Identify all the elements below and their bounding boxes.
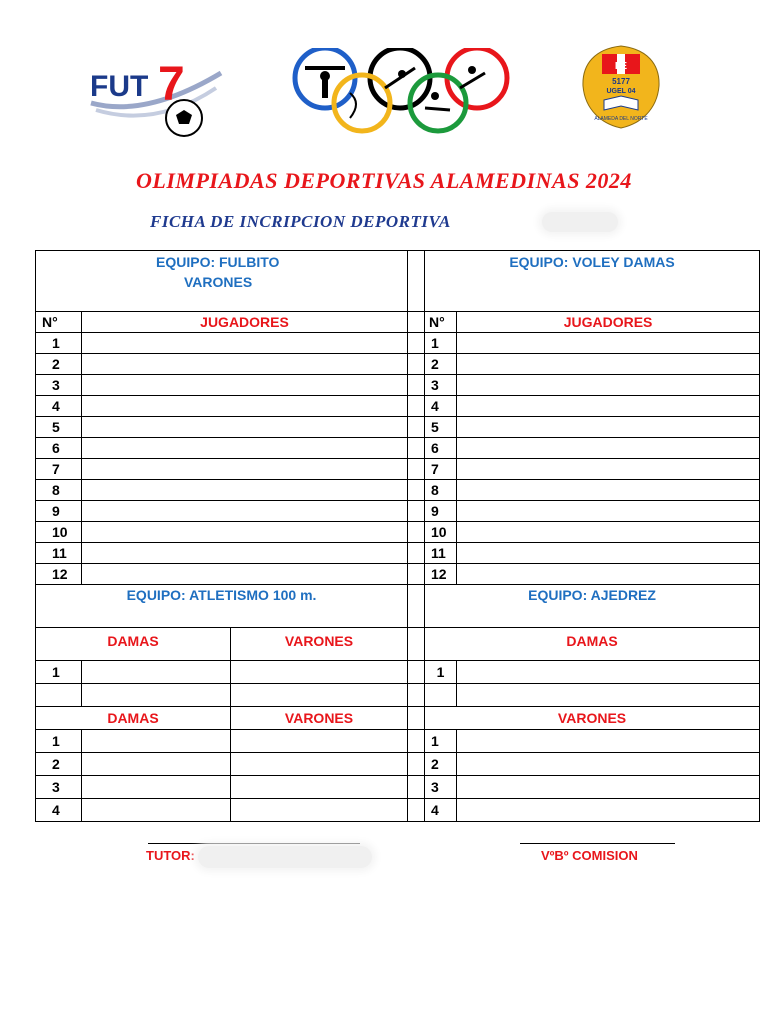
spacer-cell bbox=[408, 396, 425, 417]
fulbito-row-number: 1 bbox=[36, 333, 82, 354]
atletismo-varones-entry[interactable] bbox=[231, 799, 408, 822]
redacted-mark bbox=[542, 212, 618, 232]
document-title: OLIMPIADAS DEPORTIVAS ALAMEDINAS 2024 bbox=[136, 168, 632, 193]
spacer-cell bbox=[408, 776, 425, 799]
fulbito-team-sub: VARONES bbox=[184, 274, 253, 290]
voley-num-header: N° bbox=[425, 312, 457, 333]
document-subtitle: FICHA DE INCRIPCION DEPORTIVA bbox=[150, 212, 451, 231]
voley-row-number: 12 bbox=[425, 564, 457, 585]
voley-team-cell bbox=[425, 251, 760, 312]
fulbito-row-number: 2 bbox=[36, 354, 82, 375]
crest-code: 5177 bbox=[612, 77, 630, 86]
spacer-cell bbox=[408, 251, 425, 312]
fulbito-player-entry[interactable] bbox=[82, 438, 408, 459]
fulbito-player-entry[interactable] bbox=[82, 375, 408, 396]
fulbito-player-entry[interactable] bbox=[82, 417, 408, 438]
spacer-cell bbox=[408, 707, 425, 730]
voley-player-entry[interactable] bbox=[457, 543, 760, 564]
final-row bbox=[36, 730, 760, 753]
tutor-signature-line bbox=[148, 843, 360, 844]
ajedrez-varones-entry[interactable] bbox=[457, 730, 760, 753]
fulbito-player-entry[interactable] bbox=[82, 480, 408, 501]
registration-table bbox=[35, 250, 760, 822]
spacer-cell bbox=[408, 438, 425, 459]
spacer-cell bbox=[408, 799, 425, 822]
ajedrez-team-label: EQUIPO: AJEDREZ bbox=[425, 585, 760, 628]
fulbito-player-entry[interactable] bbox=[82, 459, 408, 480]
ajedrez-first-num: 1 bbox=[425, 661, 457, 684]
atletismo-row-number: 1 bbox=[36, 730, 82, 753]
atletismo-varones-header: VARONES bbox=[231, 628, 408, 661]
fulbito-player-entry[interactable] bbox=[82, 501, 408, 522]
commission-signature-line bbox=[520, 843, 675, 844]
player-row bbox=[36, 543, 760, 564]
voley-player-entry[interactable] bbox=[457, 522, 760, 543]
atletismo-damas-header-2: DAMAS bbox=[36, 707, 231, 730]
spacer-cell bbox=[408, 753, 425, 776]
ajedrez-varones-entry[interactable] bbox=[457, 776, 760, 799]
fut-text: FUT bbox=[90, 70, 149, 103]
fulbito-row-number: 10 bbox=[36, 522, 82, 543]
entry-cell[interactable] bbox=[82, 661, 231, 684]
voley-row-number: 10 bbox=[425, 522, 457, 543]
spacer-cell bbox=[408, 628, 425, 661]
spacer-cell bbox=[408, 354, 425, 375]
spacer-cell bbox=[408, 543, 425, 564]
atletismo-damas-entry[interactable] bbox=[82, 753, 231, 776]
fulbito-player-entry[interactable] bbox=[82, 564, 408, 585]
player-row bbox=[36, 438, 760, 459]
entry-cell[interactable] bbox=[231, 661, 408, 684]
voley-player-entry[interactable] bbox=[457, 333, 760, 354]
voley-row-number: 11 bbox=[425, 543, 457, 564]
player-row bbox=[36, 333, 760, 354]
final-row bbox=[36, 776, 760, 799]
commission-label: VºBº COMISION bbox=[541, 848, 638, 863]
voley-player-entry[interactable] bbox=[457, 480, 760, 501]
voley-player-entry[interactable] bbox=[457, 459, 760, 480]
voley-player-entry[interactable] bbox=[457, 354, 760, 375]
player-row bbox=[36, 480, 760, 501]
fulbito-num-header: N° bbox=[36, 312, 82, 333]
atletismo-varones-entry[interactable] bbox=[231, 776, 408, 799]
crest-letters: I E bbox=[614, 61, 628, 72]
voley-player-entry[interactable] bbox=[457, 501, 760, 522]
fulbito-row-number: 11 bbox=[36, 543, 82, 564]
fulbito-player-entry[interactable] bbox=[82, 522, 408, 543]
spacer-cell bbox=[408, 417, 425, 438]
fulbito-row-number: 12 bbox=[36, 564, 82, 585]
fut7-logo bbox=[86, 48, 226, 140]
fulbito-players-header: JUGADORES bbox=[82, 312, 408, 333]
tutor-label: TUTOR: bbox=[146, 848, 195, 863]
spacer-cell bbox=[408, 564, 425, 585]
final-row bbox=[36, 753, 760, 776]
fulbito-row-number: 5 bbox=[36, 417, 82, 438]
ajedrez-row-number: 1 bbox=[425, 730, 457, 753]
ajedrez-varones-entry[interactable] bbox=[457, 799, 760, 822]
redacted-name bbox=[198, 846, 372, 868]
atletismo-team-label: EQUIPO: ATLETISMO 100 m. bbox=[36, 585, 408, 628]
fulbito-row-number: 9 bbox=[36, 501, 82, 522]
player-row bbox=[36, 354, 760, 375]
voley-row-number: 9 bbox=[425, 501, 457, 522]
atletismo-varones-entry[interactable] bbox=[231, 730, 408, 753]
player-row bbox=[36, 564, 760, 585]
crest-ugel: UGEL 04 bbox=[606, 88, 636, 95]
crest-motto: ALAMEDA DEL NORTE bbox=[594, 116, 648, 122]
fulbito-player-entry[interactable] bbox=[82, 543, 408, 564]
voley-row-number: 4 bbox=[425, 396, 457, 417]
atletismo-row-number: 4 bbox=[36, 799, 82, 822]
player-row bbox=[36, 417, 760, 438]
voley-row-number: 2 bbox=[425, 354, 457, 375]
spacer-cell bbox=[408, 684, 425, 707]
fulbito-row-number: 6 bbox=[36, 438, 82, 459]
player-row bbox=[36, 459, 760, 480]
entry-cell[interactable] bbox=[231, 684, 408, 707]
voley-team-label: EQUIPO: VOLEY DAMAS bbox=[509, 254, 675, 270]
atletismo-varones-header-2: VARONES bbox=[231, 707, 408, 730]
spacer-cell bbox=[408, 312, 425, 333]
spacer-cell bbox=[408, 459, 425, 480]
olympic-rings-logo bbox=[290, 48, 515, 134]
voley-player-entry[interactable] bbox=[457, 564, 760, 585]
ajedrez-varones-entry[interactable] bbox=[457, 753, 760, 776]
fulbito-team-label: EQUIPO: FULBITO bbox=[156, 254, 280, 270]
spacer-cell bbox=[408, 522, 425, 543]
voley-row-number: 8 bbox=[425, 480, 457, 501]
spacer-cell bbox=[408, 661, 425, 684]
atletismo-row-number: 2 bbox=[36, 753, 82, 776]
voley-players-header: JUGADORES bbox=[457, 312, 760, 333]
atletismo-damas-entry[interactable] bbox=[82, 776, 231, 799]
voley-row-number: 5 bbox=[425, 417, 457, 438]
fulbito-row-number: 7 bbox=[36, 459, 82, 480]
player-row bbox=[36, 501, 760, 522]
player-row bbox=[36, 396, 760, 417]
entry-cell[interactable] bbox=[82, 684, 231, 707]
atletismo-damas-entry[interactable] bbox=[82, 799, 231, 822]
voley-player-entry[interactable] bbox=[457, 375, 760, 396]
fulbito-player-entry[interactable] bbox=[82, 333, 408, 354]
school-crest-logo bbox=[580, 44, 662, 130]
spacer-cell bbox=[408, 333, 425, 354]
ajedrez-row-number: 3 bbox=[425, 776, 457, 799]
entry-cell[interactable] bbox=[36, 684, 82, 707]
voley-player-entry[interactable] bbox=[457, 417, 760, 438]
voley-row-number: 6 bbox=[425, 438, 457, 459]
atletismo-damas-entry[interactable] bbox=[82, 730, 231, 753]
entry-cell[interactable] bbox=[425, 684, 457, 707]
atletismo-damas-header: DAMAS bbox=[36, 628, 231, 661]
fut-number: 7 bbox=[158, 58, 185, 111]
fulbito-player-entry[interactable] bbox=[82, 354, 408, 375]
voley-player-entry[interactable] bbox=[457, 396, 760, 417]
voley-row-number: 7 bbox=[425, 459, 457, 480]
fulbito-player-entry[interactable] bbox=[82, 396, 408, 417]
entry-cell[interactable] bbox=[457, 661, 760, 684]
ajedrez-row-number: 2 bbox=[425, 753, 457, 776]
ajedrez-varones-header: VARONES bbox=[425, 707, 760, 730]
atletismo-first-num: 1 bbox=[36, 661, 82, 684]
atletismo-row-number: 3 bbox=[36, 776, 82, 799]
atletismo-varones-entry[interactable] bbox=[231, 753, 408, 776]
player-row bbox=[36, 522, 760, 543]
voley-player-entry[interactable] bbox=[457, 438, 760, 459]
spacer-cell bbox=[408, 730, 425, 753]
fulbito-row-number: 8 bbox=[36, 480, 82, 501]
ajedrez-damas-header: DAMAS bbox=[425, 628, 760, 661]
voley-row-number: 1 bbox=[425, 333, 457, 354]
fulbito-team-cell bbox=[36, 251, 408, 312]
spacer-cell bbox=[408, 585, 425, 628]
voley-row-number: 3 bbox=[425, 375, 457, 396]
spacer-cell bbox=[408, 480, 425, 501]
spacer-cell bbox=[408, 501, 425, 522]
ajedrez-row-number: 4 bbox=[425, 799, 457, 822]
fulbito-row-number: 4 bbox=[36, 396, 82, 417]
spacer-cell bbox=[408, 375, 425, 396]
final-row bbox=[36, 799, 760, 822]
player-row bbox=[36, 375, 760, 396]
fulbito-row-number: 3 bbox=[36, 375, 82, 396]
entry-cell[interactable] bbox=[457, 684, 760, 707]
